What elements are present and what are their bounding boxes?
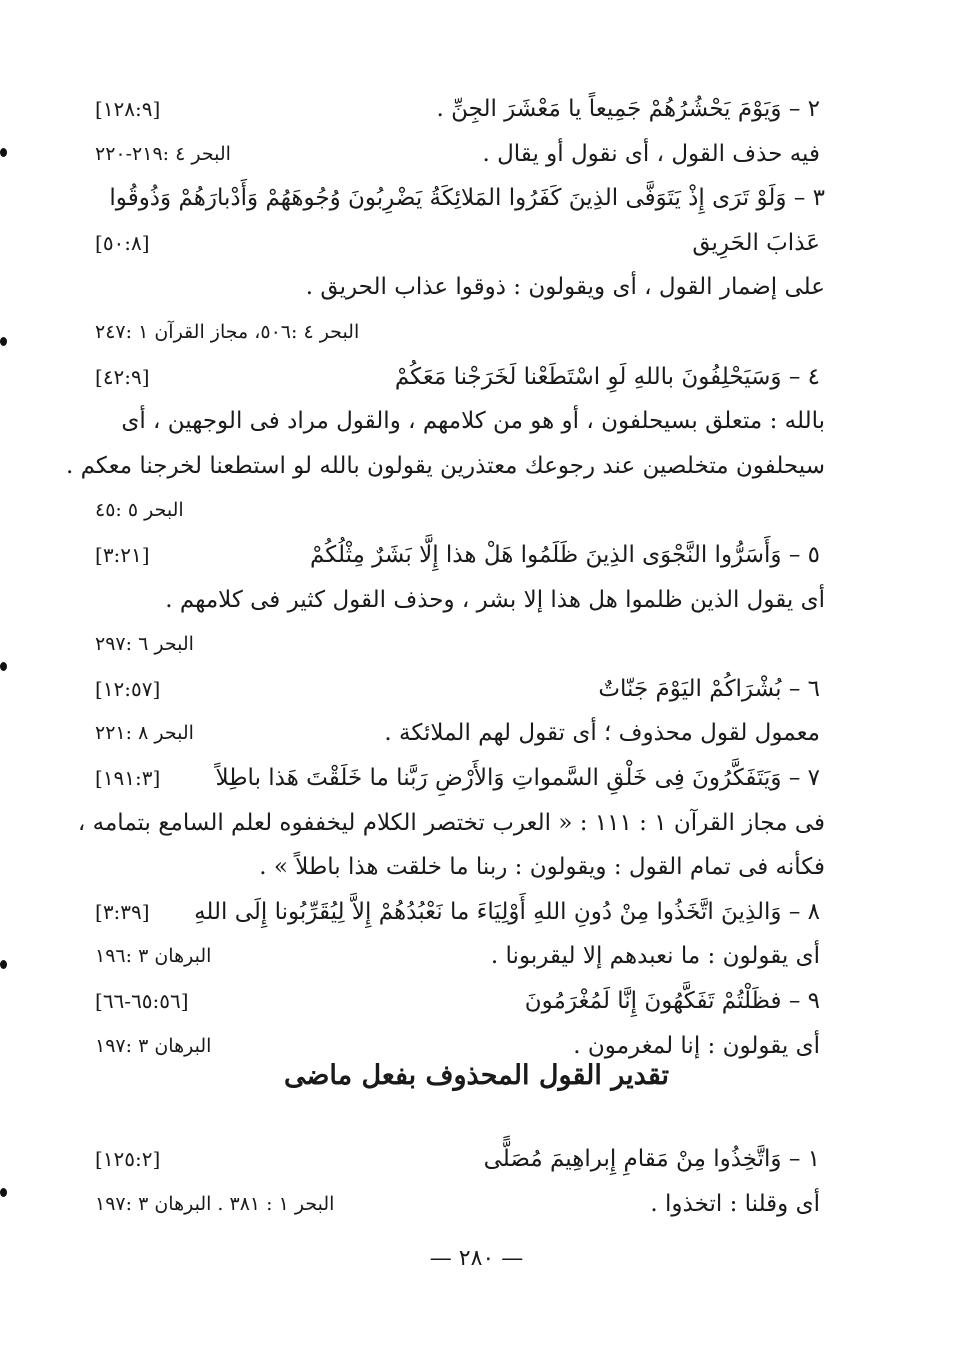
commentary-text: أى يقولون : ما نعبدهم إلا ليقربونا . <box>490 943 820 970</box>
text-line: على إضمار القول ، أى ويقولون : ذوقوا عذاب الحريق . <box>305 274 825 301</box>
section-heading: تقدير القول المحذوف بفعل ماضى <box>283 1060 670 1091</box>
verse-line <box>95 221 820 265</box>
commentary-text: أى يقولون : إنا لمغرمون . <box>573 1032 820 1059</box>
commentary-text: أى وقلنا : اتخذوا . <box>650 1190 820 1217</box>
binding-hole-mark <box>0 960 7 969</box>
binding-hole-mark <box>0 662 7 671</box>
quran-verse: ٢ – وَيَوْمَ يَحْشُرُهُمْ جَمِيعاً يا مَعْشَرَ الجِنِّ . <box>436 96 820 122</box>
source-citation: البحر ٥ :٤٥ <box>95 499 184 522</box>
verse-line <box>95 667 820 711</box>
source-citation: البحر ٤ :٢١٩-٢٢٠ <box>95 142 231 165</box>
commentary-line <box>95 1182 820 1226</box>
verse-line <box>95 1137 820 1181</box>
commentary-line <box>95 711 820 755</box>
verse-line <box>95 890 820 934</box>
commentary-line <box>95 132 820 176</box>
binding-hole-mark <box>0 148 7 157</box>
source-citation: البحر ٤ :٥٠٦، مجاز القرآن ١ :٢٤٧ <box>95 321 360 343</box>
text-line: فى مجاز القرآن ١ : ١١١ : « العرب تختصر الكلام ليخففوه لعلم السامع بتمامه ، <box>77 809 825 836</box>
verse-line <box>95 87 820 131</box>
verse-reference: [١٢:٥٧] <box>95 676 161 701</box>
quran-verse: ١ – وَاتَّخِذُوا مِنْ مَقامِ إِبراهِيمَ مُصَلًّى <box>483 1146 820 1172</box>
verse-line <box>95 979 820 1023</box>
text-line: أى يقول الذين ظلموا هل هذا إلا بشر ، وحذف القول كثير فى كلامهم . <box>165 586 825 613</box>
verse-reference: [١٩١:٣] <box>95 766 161 790</box>
commentary-line <box>95 934 820 978</box>
text-line: سيحلفون متخلصين عند رجوعك معتذرين يقولون بالله لو استطعنا لخرجنا معكم . <box>65 452 825 479</box>
verse-reference: [١٢٥:٢] <box>95 1147 161 1171</box>
quran-verse: ٥ – وَأَسَرُّوا النَّجْوَى الذِينَ ظَلَمُوا هَلْ هذا إِلَّا بَشَرٌ مِثْلُكُمْ <box>309 542 820 568</box>
text-line: بالله : متعلق بسيحلفون ، أو هو من كلامهم ، والقول مراد فى الوجهين ، أى <box>121 408 825 435</box>
page-number: — ٢٨٠ — <box>429 1246 524 1271</box>
verse-line <box>95 533 820 577</box>
quran-verse: ٦ – بُشْرَاكُمْ اليَوْمَ جَنّاتٌ <box>598 675 820 702</box>
verse-reference: [٣:٣٩] <box>95 899 150 924</box>
verse-reference: [٦٥:٥٦-٦٦] <box>95 989 189 1013</box>
source-citation: البرهان ٣ :١٩٦ <box>95 945 212 968</box>
quran-verse: ٤ – وَسَيَحْلِفُونَ باللهِ لَوِ اسْتَطَعْنا لَخَرَجْنا مَعَكُمْ <box>394 363 820 390</box>
text-line: فكأنه فى تمام القول : ويقولون : ربنا ما خلقت هذا باطلاً » . <box>259 854 825 881</box>
text-line: ٣ – وَلَوْ تَرَى إِذْ يَتَوَفَّى الذِينَ كَفَرُوا المَلائِكَةُ يَضْرِبُونَ وُجُوهَهُمْ وَأَدْبارَهُمْ وَذُوقُوا <box>109 185 825 212</box>
source-citation: البحر ١ : ٣٨١ . البرهان ٣ :١٩٧ <box>95 1192 335 1215</box>
binding-hole-mark <box>0 337 7 346</box>
source-citation: البحر ٨ :٢٢١ <box>95 722 194 745</box>
commentary-text: معمول لقول محذوف ؛ أى تقول لهم الملائكة . <box>384 720 820 747</box>
binding-hole-mark <box>0 1188 7 1197</box>
quran-verse: ٩ – فظَلْتُمْ تَفَكَّهُونَ إِنَّا لَمُغْرَمُونَ <box>524 988 820 1014</box>
source-citation: البرهان ٣ :١٩٧ <box>95 1034 212 1057</box>
commentary-text: فيه حذف القول ، أى نقول أو يقال . <box>482 140 820 167</box>
verse-reference: [٤٢:٩] <box>95 364 150 389</box>
verse-reference: [٣:٢١] <box>95 543 150 567</box>
quran-verse: عَذابَ الحَرِيق <box>692 229 820 256</box>
quran-verse: ٧ – وَيَتَفَكَّرُونَ فِى خَلْقِ السَّمواتِ وَالأَرْضِ رَبَّنا ما خَلَقْتَ هَذا باطِلاً <box>215 765 820 791</box>
verse-reference: [٥٠:٨] <box>95 230 150 255</box>
commentary-line <box>95 310 820 354</box>
verse-line <box>95 756 820 800</box>
verse-line <box>95 355 820 399</box>
quran-verse: ٨ – وَالذِينَ اتَّخَذُوا مِنْ دُونِ اللهِ أَوْلِيَاءَ ما نَعْبُدُهُمْ إِلاَّ لِيُقَرِّبُونا إِلَى اللهِ <box>194 898 820 925</box>
commentary-line <box>95 622 820 666</box>
verse-reference: [١٢٨:٩] <box>95 97 161 121</box>
source-citation: البحر ٦ :٢٩٧ <box>95 633 194 656</box>
commentary-line <box>95 488 820 532</box>
